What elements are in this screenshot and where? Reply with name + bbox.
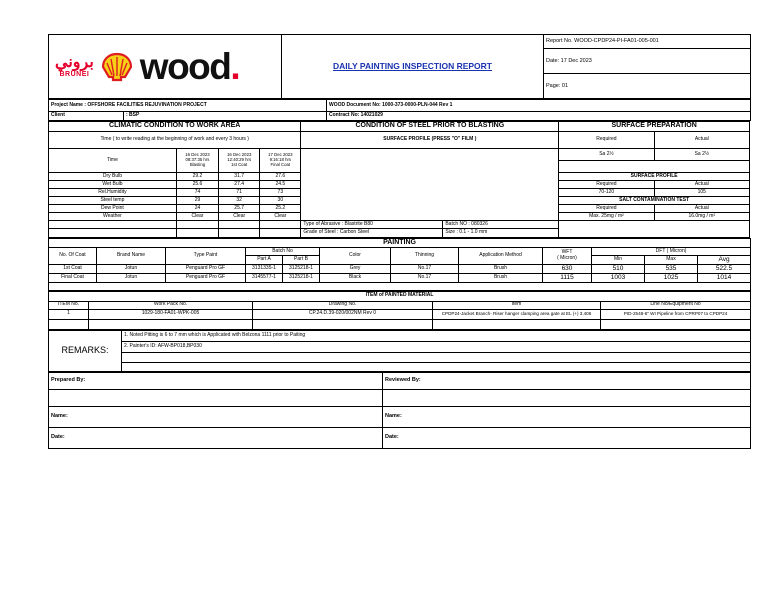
climatic-row-label: Weather bbox=[49, 213, 177, 221]
dft-max-cell: 535 bbox=[645, 264, 698, 273]
climatic-row-label bbox=[49, 221, 177, 229]
thinning-cell: No.17 bbox=[391, 264, 459, 273]
drawing-no-header: Drawing No. bbox=[253, 301, 433, 309]
work-pack-cell: 1029-180-FA01-WPK-005 bbox=[89, 309, 253, 319]
wft-cell: 1115 bbox=[543, 273, 592, 282]
report-date: Date: 17 Dec 2023 bbox=[544, 49, 750, 74]
coat-no-header: No. Of Coat bbox=[49, 248, 97, 264]
brunei-logo: بروني BRUNEI bbox=[55, 54, 94, 78]
climatic-value: 32 bbox=[219, 197, 260, 205]
inspection-report bbox=[48, 34, 750, 449]
climatic-row-label bbox=[49, 229, 177, 238]
conditions-table bbox=[48, 121, 750, 238]
reviewed-date-label: Date: bbox=[383, 427, 751, 448]
brand-cell: Jotun bbox=[97, 264, 166, 273]
method-cell: Brush bbox=[459, 273, 543, 282]
method-header: Application Method bbox=[459, 248, 543, 264]
title-cell bbox=[282, 35, 544, 99]
brand-cell: Jotun bbox=[97, 273, 166, 282]
salt-required: Max. 25mg / m² bbox=[559, 213, 654, 221]
climatic-value: 24 bbox=[176, 205, 218, 213]
profile-required-label: Required bbox=[559, 181, 654, 189]
profile-actual-label: Actual bbox=[654, 181, 749, 189]
wft-cell: 630 bbox=[543, 264, 592, 273]
type-cell: Penguard Pro GF bbox=[166, 264, 246, 273]
salt-actual: 16.0mg / m² bbox=[654, 213, 749, 221]
steel-section-title: CONDITION OF STEEL PRIOR TO BLASTING bbox=[301, 122, 559, 132]
time-col-final-coat: 17 Dec 2023 9:16:18 hrs Final Coat bbox=[260, 149, 301, 173]
work-pack-header: Work Pack No. bbox=[89, 301, 253, 309]
prepared-name-label: Name: bbox=[49, 406, 383, 427]
dft-max-header: Max bbox=[645, 256, 698, 264]
item-no-cell: 1 bbox=[49, 309, 89, 319]
climatic-value: 29.2 bbox=[176, 173, 218, 181]
remark-line: 2. Painter's ID: AFW-BP018,BP030 bbox=[122, 341, 751, 352]
prep-blank-area bbox=[559, 221, 750, 238]
climatic-row-label: Steel temp bbox=[49, 197, 177, 205]
painted-material-table bbox=[48, 291, 751, 330]
climatic-value: 74 bbox=[176, 189, 218, 197]
empty-cell bbox=[433, 319, 601, 329]
painting-table bbox=[48, 238, 751, 291]
empty-cell bbox=[89, 319, 253, 329]
thinning-cell: No.17 bbox=[391, 273, 459, 282]
empty-cell bbox=[253, 319, 433, 329]
climatic-row-label: Wet Bulb bbox=[49, 181, 177, 189]
thinning-header: Thinning bbox=[391, 248, 459, 264]
time-label: Time bbox=[49, 149, 177, 173]
drawing-no-cell: CP.24.D.39-020/002NM Rev 0 bbox=[253, 309, 433, 319]
part-b-header: Part B bbox=[283, 256, 320, 264]
part-a-header: Part A bbox=[246, 256, 283, 264]
part-a-cell: 3131335-1 bbox=[246, 264, 283, 273]
painting-section-title: PAINTING bbox=[49, 239, 751, 248]
time-col-first-coat: 16 Dec 2023 12:40:29 hrs 1st Coat bbox=[219, 149, 260, 173]
climatic-value bbox=[260, 221, 301, 229]
climatic-row-label: Dry Bulb bbox=[49, 173, 177, 181]
empty-cell bbox=[49, 319, 89, 329]
profile-actual: 105 bbox=[654, 189, 749, 197]
brand-header: Brand Name bbox=[97, 248, 166, 264]
line-no-header: Line No/Equipment No bbox=[601, 301, 751, 309]
climatic-value: 27.6 bbox=[260, 173, 301, 181]
line-no-cell: PID-2548-6" WI Pipeline from CPRP07 to CPDP24 bbox=[601, 309, 751, 319]
climatic-note: Time ( to write reading at the beginning of work and every 3 hours ) bbox=[49, 132, 301, 149]
type-cell: Penguard Pro GF bbox=[166, 273, 246, 282]
painting-row bbox=[49, 264, 751, 273]
painting-row bbox=[49, 273, 751, 282]
climatic-value bbox=[219, 229, 260, 238]
salt-actual-label: Actual bbox=[654, 205, 749, 213]
climatic-value: 29 bbox=[176, 197, 218, 205]
contract-no: Contract No: 14021029 bbox=[327, 112, 751, 121]
climatic-value: 30 bbox=[260, 197, 301, 205]
wood-logo: wood. bbox=[139, 46, 240, 87]
prep-actual-label: Actual bbox=[654, 132, 749, 149]
abrasive-size: Size : 0.1 - 1.0 mm bbox=[443, 229, 559, 238]
prepared-by: Prepared By: bbox=[49, 372, 383, 389]
surface-prep-section-title: SURFACE PREPARATION bbox=[559, 122, 750, 132]
color-cell: Grey bbox=[320, 264, 391, 273]
report-title[interactable]: DAILY PAINTING INSPECTION REPORT bbox=[332, 60, 492, 71]
grade-of-steel: Grade of Steel : Carbon Steel bbox=[301, 229, 443, 238]
color-cell: Black bbox=[320, 273, 391, 282]
project-info bbox=[48, 99, 751, 121]
remark-line bbox=[122, 352, 751, 362]
dft-min-header: Min bbox=[592, 256, 645, 264]
climatic-value: Clear bbox=[219, 213, 260, 221]
report-page: Page: 01 bbox=[546, 83, 569, 89]
dft-header: DFT ( Micron) bbox=[592, 248, 751, 256]
remarks-label: REMARKS: bbox=[49, 330, 122, 371]
climatic-value bbox=[176, 221, 218, 229]
prepared-signature-area bbox=[49, 389, 383, 406]
climatic-value: 73 bbox=[260, 189, 301, 197]
climatic-row-label: Rel.Humidity bbox=[49, 189, 177, 197]
item-header: Item bbox=[433, 301, 601, 309]
remark-line bbox=[122, 362, 751, 371]
report-number: Report No. WOOD-CPDP24-PI-FA01-005-001 bbox=[544, 35, 750, 49]
wft-header: WFT ( Micron) bbox=[543, 248, 592, 264]
prep-grade-required: Sa 2½ bbox=[559, 149, 654, 161]
dft-min-cell: 510 bbox=[592, 264, 645, 273]
dft-avg-cell: 522.5 bbox=[698, 264, 751, 273]
climatic-section-title: CLIMATIC CONDITION TO WORK AREA bbox=[49, 122, 301, 132]
climatic-value: Clear bbox=[260, 213, 301, 221]
climatic-value: 25.2 bbox=[260, 205, 301, 213]
prep-required-label: Required bbox=[559, 132, 654, 149]
climatic-value bbox=[219, 221, 260, 229]
climatic-value: 24.5 bbox=[260, 181, 301, 189]
climatic-value: Clear bbox=[176, 213, 218, 221]
color-header: Color bbox=[320, 248, 391, 264]
remarks-table bbox=[48, 330, 751, 372]
coat-cell: 1st Coat bbox=[49, 264, 97, 273]
climatic-value bbox=[260, 229, 301, 238]
profile-required: 70-120 bbox=[559, 189, 654, 197]
wood-document-no: WOOD Document No: 1000-373-0000-PLN-044 Rev 1 bbox=[327, 100, 751, 112]
salt-required-label: Required bbox=[559, 205, 654, 213]
part-b-cell: 3125218-1 bbox=[283, 273, 320, 282]
batch-no-header: Batch No bbox=[246, 248, 320, 256]
painted-material-row bbox=[49, 309, 751, 319]
type-paint-header: Type Paint bbox=[166, 248, 246, 264]
part-a-cell: 3145577-1 bbox=[246, 273, 283, 282]
dft-avg-cell: 1014 bbox=[698, 273, 751, 282]
salt-test-title: SALT CONTAMINATION TEST bbox=[559, 197, 750, 205]
empty-cell bbox=[601, 319, 751, 329]
dft-min-cell: 1003 bbox=[592, 273, 645, 282]
signoff-table bbox=[48, 372, 751, 449]
painting-spacer bbox=[49, 282, 751, 290]
report-header bbox=[48, 34, 751, 99]
climatic-value: 25.7 bbox=[219, 205, 260, 213]
climatic-value: 71 bbox=[219, 189, 260, 197]
remark-line: 1. Noted Pitting is 6 to 7 mm which is Applicated with Belzona 1111 prior to Paiting bbox=[122, 330, 751, 341]
logo-cell bbox=[49, 35, 282, 99]
climatic-row-label: Dew Point bbox=[49, 205, 177, 213]
prep-grade-actual: Sa 2½ bbox=[654, 149, 749, 161]
shell-logo-icon bbox=[101, 52, 133, 82]
reviewed-by: Reviewed By: bbox=[383, 372, 751, 389]
reviewed-signature-area bbox=[383, 389, 751, 406]
reviewed-name-label: Name: bbox=[383, 406, 751, 427]
surface-profile-label: SURFACE PROFILE (PRESS "O" FILM ) bbox=[301, 132, 559, 149]
climatic-value: 25.6 bbox=[176, 181, 218, 189]
coat-cell: Final Coat bbox=[49, 273, 97, 282]
part-b-cell: 3125218-1 bbox=[283, 264, 320, 273]
type-of-abrasive: Type of Abrasive : Blastrite B80 bbox=[301, 221, 443, 229]
project-name: Project Name : OFFSHORE FACILITIES REJUVINATION PROJECT bbox=[49, 100, 327, 112]
dft-avg-header: Avg bbox=[698, 256, 751, 264]
client-value: : BSP bbox=[124, 112, 327, 121]
abrasive-batch-no: Batch NO : 080326 bbox=[443, 221, 559, 229]
prep-blank-row bbox=[559, 161, 750, 173]
climatic-value: 31.7 bbox=[219, 173, 260, 181]
client-label: Client bbox=[49, 112, 124, 121]
dft-max-cell: 1025 bbox=[645, 273, 698, 282]
surface-profile-film-area bbox=[301, 149, 559, 221]
surface-profile-title: SURFACE PROFILE bbox=[559, 173, 750, 181]
item-no-header: ITEM No. bbox=[49, 301, 89, 309]
climatic-value: 27.4 bbox=[219, 181, 260, 189]
report-meta-cell bbox=[544, 35, 751, 99]
method-cell: Brush bbox=[459, 264, 543, 273]
climatic-value bbox=[176, 229, 218, 238]
time-col-blasting: 16 Dec 2023 08:37:35 hrs Blasting bbox=[176, 149, 218, 173]
painted-material-title: ITEM of PAINTED MATERIAL bbox=[49, 291, 751, 301]
item-cell: CPDP24-Jacket Branch- Riser hanger clamping area gate at EL (+) 3.406 bbox=[433, 309, 601, 319]
prepared-date-label: Date: bbox=[49, 427, 383, 448]
